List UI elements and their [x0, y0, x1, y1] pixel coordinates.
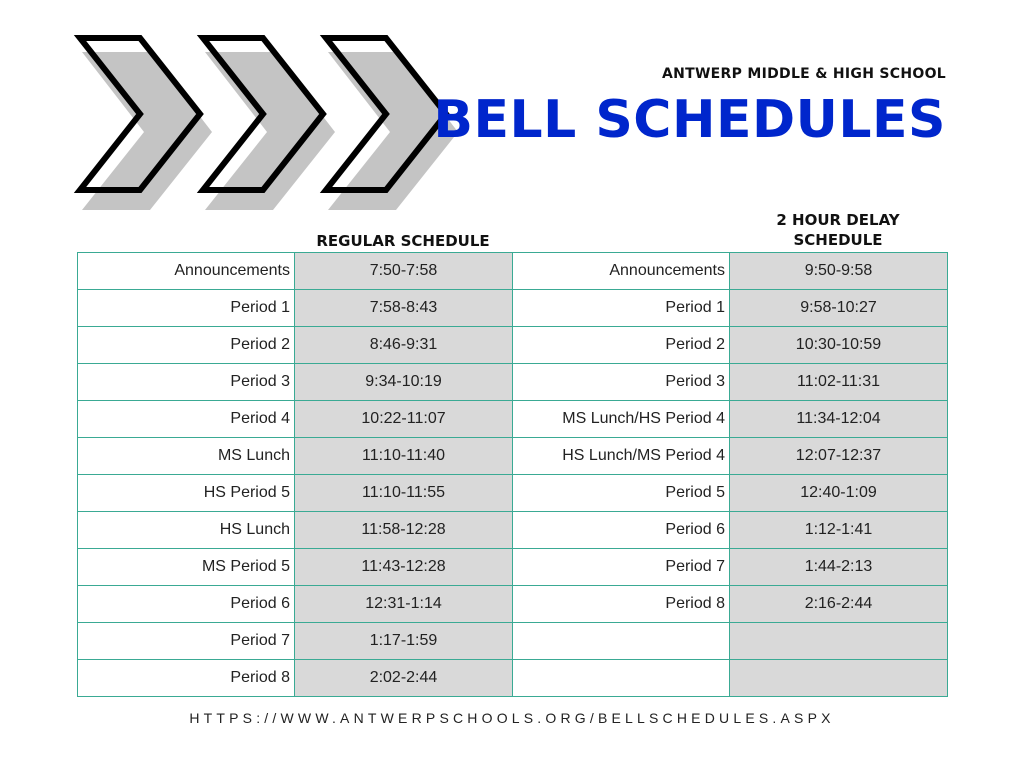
delay-period-time: 1:12-1:41 — [730, 512, 948, 549]
bell-schedule-table — [77, 252, 948, 697]
delay-period-time: 2:16-2:44 — [730, 586, 948, 623]
delay-schedule-heading — [729, 210, 947, 250]
regular-period-label: Period 2 — [78, 327, 295, 364]
delay-period-time: 9:50-9:58 — [730, 253, 948, 290]
delay-period-time: 1:44-2:13 — [730, 549, 948, 586]
table-row — [78, 401, 948, 438]
chevron-right-icon — [80, 38, 212, 210]
delay-period-label — [513, 660, 730, 697]
regular-period-time: 9:34-10:19 — [295, 364, 513, 401]
footer-url: HTTPS://WWW.ANTWERPSCHOOLS.ORG/BELLSCHEDULES.ASPX — [189, 710, 835, 726]
regular-period-time: 1:17-1:59 — [295, 623, 513, 660]
regular-period-label: HS Period 5 — [78, 475, 295, 512]
table-row — [78, 327, 948, 364]
delay-period-time: 9:58-10:27 — [730, 290, 948, 327]
regular-period-label: Period 6 — [78, 586, 295, 623]
delay-period-time: 12:07-12:37 — [730, 438, 948, 475]
delay-period-label: Period 7 — [513, 549, 730, 586]
regular-period-time: 11:10-11:55 — [295, 475, 513, 512]
regular-period-label: HS Lunch — [78, 512, 295, 549]
delay-period-label: Period 8 — [513, 586, 730, 623]
table-row — [78, 586, 948, 623]
regular-period-time: 10:22-11:07 — [295, 401, 513, 438]
regular-period-time: 7:58-8:43 — [295, 290, 513, 327]
delay-period-label: Period 5 — [513, 475, 730, 512]
table-row — [78, 475, 948, 512]
table-row — [78, 364, 948, 401]
delay-period-label: MS Lunch/HS Period 4 — [513, 401, 730, 438]
regular-period-label: Announcements — [78, 253, 295, 290]
regular-period-label: Period 3 — [78, 364, 295, 401]
delay-period-label — [513, 623, 730, 660]
school-name: ANTWERP MIDDLE & HIGH SCHOOL — [661, 66, 946, 82]
delay-period-time: 12:40-1:09 — [730, 475, 948, 512]
delay-period-label: HS Lunch/MS Period 4 — [513, 438, 730, 475]
table-row — [78, 623, 948, 660]
page-title: BELL SCHEDULES — [433, 90, 946, 150]
regular-period-label: Period 8 — [78, 660, 295, 697]
regular-period-label: Period 7 — [78, 623, 295, 660]
regular-period-label: MS Period 5 — [78, 549, 295, 586]
delay-period-time — [730, 660, 948, 697]
table-row — [78, 253, 948, 290]
table-row — [78, 290, 948, 327]
delay-period-time: 11:02-11:31 — [730, 364, 948, 401]
regular-period-time: 7:50-7:58 — [295, 253, 513, 290]
schedule-body — [78, 253, 948, 697]
delay-heading-line1: 2 HOUR DELAY — [776, 211, 900, 229]
regular-period-time: 8:46-9:31 — [295, 327, 513, 364]
delay-period-time: 11:34-12:04 — [730, 401, 948, 438]
delay-period-time — [730, 623, 948, 660]
delay-period-time: 10:30-10:59 — [730, 327, 948, 364]
regular-period-time: 11:43-12:28 — [295, 549, 513, 586]
delay-period-label: Period 1 — [513, 290, 730, 327]
regular-period-label: MS Lunch — [78, 438, 295, 475]
regular-period-time: 11:58-12:28 — [295, 512, 513, 549]
delay-period-label: Period 6 — [513, 512, 730, 549]
regular-period-label: Period 1 — [78, 290, 295, 327]
delay-period-label: Period 3 — [513, 364, 730, 401]
regular-schedule-heading: REGULAR SCHEDULE — [316, 232, 490, 250]
chevron-arrows-graphic — [72, 30, 472, 215]
table-row — [78, 549, 948, 586]
table-row — [78, 438, 948, 475]
regular-period-time: 2:02-2:44 — [295, 660, 513, 697]
chevron-right-icon — [203, 38, 335, 210]
delay-heading-line2: SCHEDULE — [793, 231, 883, 249]
table-row — [78, 512, 948, 549]
delay-period-label: Announcements — [513, 253, 730, 290]
regular-period-label: Period 4 — [78, 401, 295, 438]
regular-period-time: 11:10-11:40 — [295, 438, 513, 475]
table-row — [78, 660, 948, 697]
delay-period-label: Period 2 — [513, 327, 730, 364]
regular-period-time: 12:31-1:14 — [295, 586, 513, 623]
